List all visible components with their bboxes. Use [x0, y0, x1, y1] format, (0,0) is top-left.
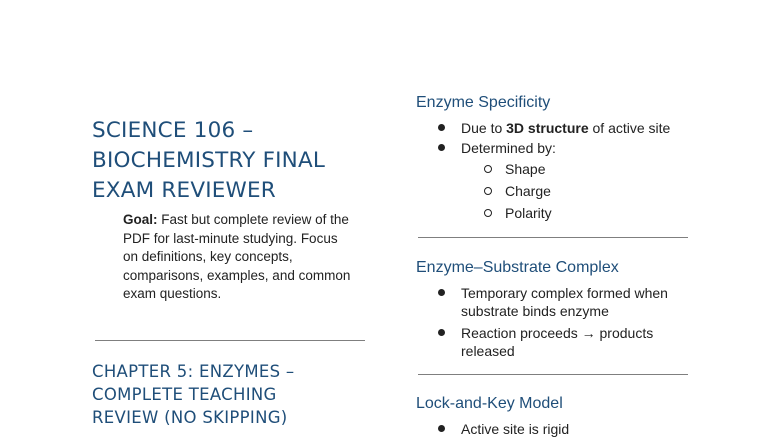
goal-label: Goal:: [123, 212, 158, 227]
goal-paragraph: [123, 211, 355, 304]
bullet-text: Active site is rigid: [461, 421, 570, 437]
lockkey-bullets: [416, 420, 706, 438]
complex-bullets: [416, 284, 706, 360]
sub-item-label: Shape: [505, 161, 546, 177]
bullet-text-bold: 3D structure: [506, 120, 589, 136]
enzyme-substrate-complex-heading: Enzyme–Substrate Complex: [416, 259, 619, 276]
list-item: [416, 284, 706, 320]
lock-and-key-heading: Lock-and-Key Model: [416, 395, 563, 412]
bullet-icon: [438, 124, 445, 131]
bullet-icon: [438, 289, 445, 296]
bullet-text-pre: Due to: [461, 120, 507, 136]
list-item: [416, 139, 716, 157]
section-divider: [418, 374, 688, 375]
bullet-icon: [438, 425, 445, 432]
bullet-icon: [438, 144, 445, 151]
sub-item-label: Charge: [505, 183, 551, 199]
list-item: [416, 119, 716, 137]
chapter-heading: [92, 360, 382, 429]
document-title: [92, 116, 382, 206]
list-item: [416, 324, 706, 360]
chapter-line-1: CHAPTER 5: ENZYMES –: [92, 362, 295, 381]
sub-item-label: Polarity: [505, 205, 552, 221]
sub-item-charge: [484, 183, 551, 199]
sub-item-polarity: [484, 205, 552, 221]
bullet-text-post: of active site: [588, 120, 671, 136]
bullet-text: Reaction proceeds → products released: [461, 325, 654, 359]
list-item: [416, 420, 706, 438]
section-divider: [418, 237, 688, 238]
sub-item-shape: [484, 161, 545, 177]
hollow-bullet-icon: [484, 187, 492, 195]
section-divider: [95, 340, 365, 341]
bullet-text: Determined by:: [461, 140, 556, 156]
enzyme-specificity-heading: Enzyme Specificity: [416, 94, 551, 111]
title-line-3: EXAM REVIEWER: [92, 178, 276, 203]
title-line-1: SCIENCE 106 –: [92, 118, 254, 143]
specificity-bullets: [416, 119, 716, 157]
title-line-2: BIOCHEMISTRY FINAL: [92, 148, 326, 173]
chapter-line-3: REVIEW (NO SKIPPING): [92, 408, 288, 427]
bullet-text: Temporary complex formed when substrate binds enzyme: [461, 285, 668, 319]
chapter-line-2: COMPLETE TEACHING: [92, 385, 277, 404]
hollow-bullet-icon: [484, 209, 492, 217]
bullet-icon: [438, 329, 445, 336]
hollow-bullet-icon: [484, 165, 492, 173]
goal-text: Fast but complete review of the PDF for last-minute studying. Focus on definitions, key concepts, comparisons, examples, and common exam questions.: [123, 212, 351, 301]
